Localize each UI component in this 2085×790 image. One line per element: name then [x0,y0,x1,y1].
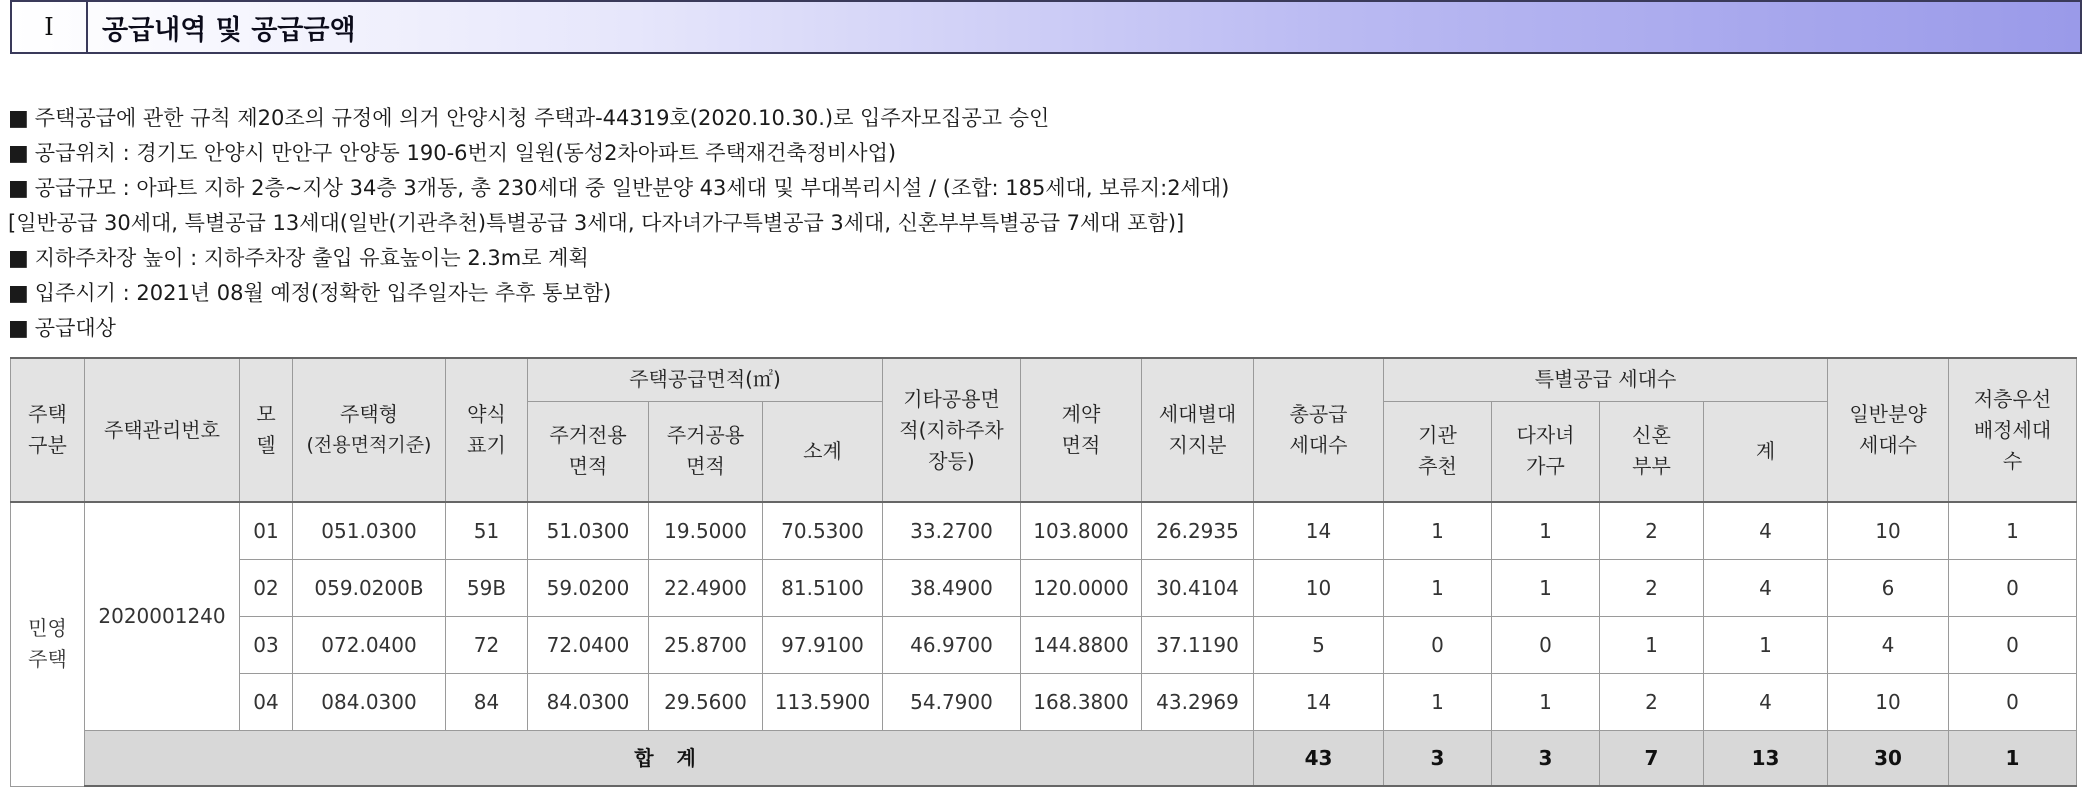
notice-lines [8,101,2078,346]
cell-newlywed: 2 [1600,502,1704,560]
bullet-square-icon: ■ [8,316,29,341]
notice-line [8,136,2078,171]
total-sum: 13 [1704,731,1828,787]
cell-exclusive: 51.0300 [528,502,649,560]
notice-line [8,276,2078,311]
bullet-square-icon: ■ [8,281,29,306]
cell-land: 26.2935 [1142,502,1254,560]
cell-type: 051.0300 [293,502,446,560]
table-row [11,674,2077,731]
cell-newlywed: 2 [1600,560,1704,617]
cell-general: 10 [1828,502,1949,560]
total-units: 43 [1254,731,1384,787]
total-multi: 3 [1492,731,1600,787]
notice-line [8,311,2078,346]
cell-multi: 1 [1492,560,1600,617]
notice-text: 공급대상 [34,316,116,340]
header-total-units-label: 총공급세대수 [1289,402,1348,457]
header-unit-type-sub: (전용면적기준) [306,434,432,456]
cell-contract: 168.3800 [1021,674,1142,731]
header-land-share [1142,358,1254,502]
header-low-floor [1949,358,2077,502]
total-low: 1 [1949,731,2077,787]
cell-model: 01 [240,502,293,560]
cell-subtotal: 97.9100 [763,617,883,674]
cell-model: 03 [240,617,293,674]
notice-text: 주택공급에 관한 규칙 제20조의 규정에 의거 안양시청 주택과-44319호(2020.10.30.)로 입주자모집공고 승인 [34,106,1050,130]
cell-total: 10 [1254,560,1384,617]
cell-general: 10 [1828,674,1949,731]
header-contract-area-label: 계약면적 [1061,402,1101,457]
cell-common: 25.8700 [649,617,763,674]
header-supply-area-group: 주택공급면적(㎡) [528,358,883,401]
header-newlywed-label: 신혼부부 [1632,423,1671,479]
header-exclusive [528,401,649,502]
header-special-sum: 계 [1704,401,1828,502]
header-mgmt-no [85,358,240,502]
header-general [1828,358,1949,502]
cell-low: 0 [1949,560,2077,617]
header-land-share-label: 세대별대지지분 [1158,402,1237,457]
cell-model: 04 [240,674,293,731]
bullet-square-icon: ■ [8,246,29,271]
notice-line [8,101,2078,136]
total-agency: 3 [1384,731,1492,787]
cell-total: 14 [1254,674,1384,731]
notice-text: 공급규모 : 아파트 지하 2층~지상 34층 3개동, 총 230세대 중 일반분양 43세대 및 부대복리시설 / (조합: 185세대, 보류지:2세대) [34,176,1230,200]
header-general-label: 일반분양세대수 [1849,402,1927,457]
header-abbr-label: 약식표기 [467,402,506,457]
header-agency-label: 기관추천 [1418,423,1457,479]
header-other-common-label: 기타공용면적(지하주차장등) [899,386,1004,473]
header-abbr [446,358,528,502]
cell-multi: 1 [1492,502,1600,560]
cell-newlywed: 1 [1600,617,1704,674]
cell-abbr: 84 [446,674,528,731]
cell-contract: 103.8000 [1021,502,1142,560]
cell-type: 072.0400 [293,617,446,674]
header-common-label: 주거공용면적 [666,423,745,479]
supply-table [10,357,2077,787]
cell-other: 46.9700 [883,617,1021,674]
header-multi-child [1492,401,1600,502]
notice-text: [일반공급 30세대, 특별공급 13세대(일반(기관추천)특별공급 3세대, 다자녀가구특별공급 3세대, 신혼부부특별공급 7세대 포함)] [8,211,1185,235]
notice-line [8,206,2078,241]
cell-multi: 1 [1492,674,1600,731]
cell-land: 37.1190 [1142,617,1254,674]
header-total-units [1254,358,1384,502]
header-low-floor-label: 저층우선배정세대수 [1973,386,2052,473]
cell-other: 38.4900 [883,560,1021,617]
cell-type: 059.0200B [293,560,446,617]
cell-multi: 0 [1492,617,1600,674]
cell-land: 30.4104 [1142,560,1254,617]
cell-sum: 4 [1704,560,1828,617]
total-general: 30 [1828,731,1949,787]
cell-housing-type [11,502,85,786]
cell-common: 19.5000 [649,502,763,560]
header-housing-type-label: 주택구분 [28,402,67,457]
cell-common: 22.4900 [649,560,763,617]
bullet-square-icon: ■ [8,176,29,201]
cell-contract: 144.8800 [1021,617,1142,674]
notice-text: 입주시기 : 2021년 08월 예정(정확한 입주일자는 추후 통보함) [34,281,612,305]
table-total-row [11,731,2077,787]
cell-subtotal: 70.5300 [763,502,883,560]
cell-other: 54.7900 [883,674,1021,731]
cell-general: 6 [1828,560,1949,617]
cell-sum: 1 [1704,617,1828,674]
header-mgmt-no-label: 주택관리번호 [104,417,220,442]
cell-general: 4 [1828,617,1949,674]
cell-type: 084.0300 [293,674,446,731]
header-other-common [883,358,1021,502]
table-row [11,617,2077,674]
header-unit-type-label: 주택형 [340,402,398,426]
header-multi-child-label: 다자녀가구 [1516,423,1575,479]
cell-abbr: 59B [446,560,528,617]
notice-line [8,171,2078,206]
cell-abbr: 51 [446,502,528,560]
cell-total: 5 [1254,617,1384,674]
cell-housing-type-label: 민영주택 [28,616,67,672]
section-header [10,0,2082,54]
header-agency [1384,401,1492,502]
cell-other: 33.2700 [883,502,1021,560]
header-unit-type [293,358,446,502]
cell-land: 43.2969 [1142,674,1254,731]
cell-agency: 1 [1384,502,1492,560]
cell-subtotal: 113.5900 [763,674,883,731]
notice-text: 지하주차장 높이 : 지하주차장 출입 유효높이는 2.3m로 계획 [34,246,589,270]
bullet-square-icon: ■ [8,106,29,131]
cell-low: 1 [1949,502,2077,560]
header-model-label: 모델 [256,402,276,457]
cell-exclusive: 72.0400 [528,617,649,674]
cell-model: 02 [240,560,293,617]
table-row [11,502,2077,560]
cell-agency: 0 [1384,617,1492,674]
header-contract-area [1021,358,1142,502]
header-housing-type [11,358,85,502]
header-subtotal: 소계 [763,401,883,502]
header-model [240,358,293,502]
header-common [649,401,763,502]
table-row [11,560,2077,617]
cell-mgmt-no: 2020001240 [85,502,240,731]
cell-agency: 1 [1384,560,1492,617]
bullet-square-icon: ■ [8,141,29,166]
cell-agency: 1 [1384,674,1492,731]
cell-contract: 120.0000 [1021,560,1142,617]
header-special-group: 특별공급 세대수 [1384,358,1828,401]
section-number: I [12,2,88,52]
total-label: 합 계 [85,731,1254,787]
cell-subtotal: 81.5100 [763,560,883,617]
cell-exclusive: 59.0200 [528,560,649,617]
cell-sum: 4 [1704,502,1828,560]
cell-sum: 4 [1704,674,1828,731]
cell-newlywed: 2 [1600,674,1704,731]
cell-common: 29.5600 [649,674,763,731]
cell-low: 0 [1949,617,2077,674]
cell-total: 14 [1254,502,1384,560]
cell-low: 0 [1949,674,2077,731]
section-title: 공급내역 및 공급금액 [102,14,356,46]
header-exclusive-label: 주거전용면적 [549,423,627,479]
header-newlywed [1600,401,1704,502]
cell-exclusive: 84.0300 [528,674,649,731]
notice-text: 공급위치 : 경기도 안양시 만안구 안양동 190-6번지 일원(동성2차아파트 주택재건축정비사업) [34,141,897,165]
cell-abbr: 72 [446,617,528,674]
notice-line [8,241,2078,276]
total-newlywed: 7 [1600,731,1704,787]
